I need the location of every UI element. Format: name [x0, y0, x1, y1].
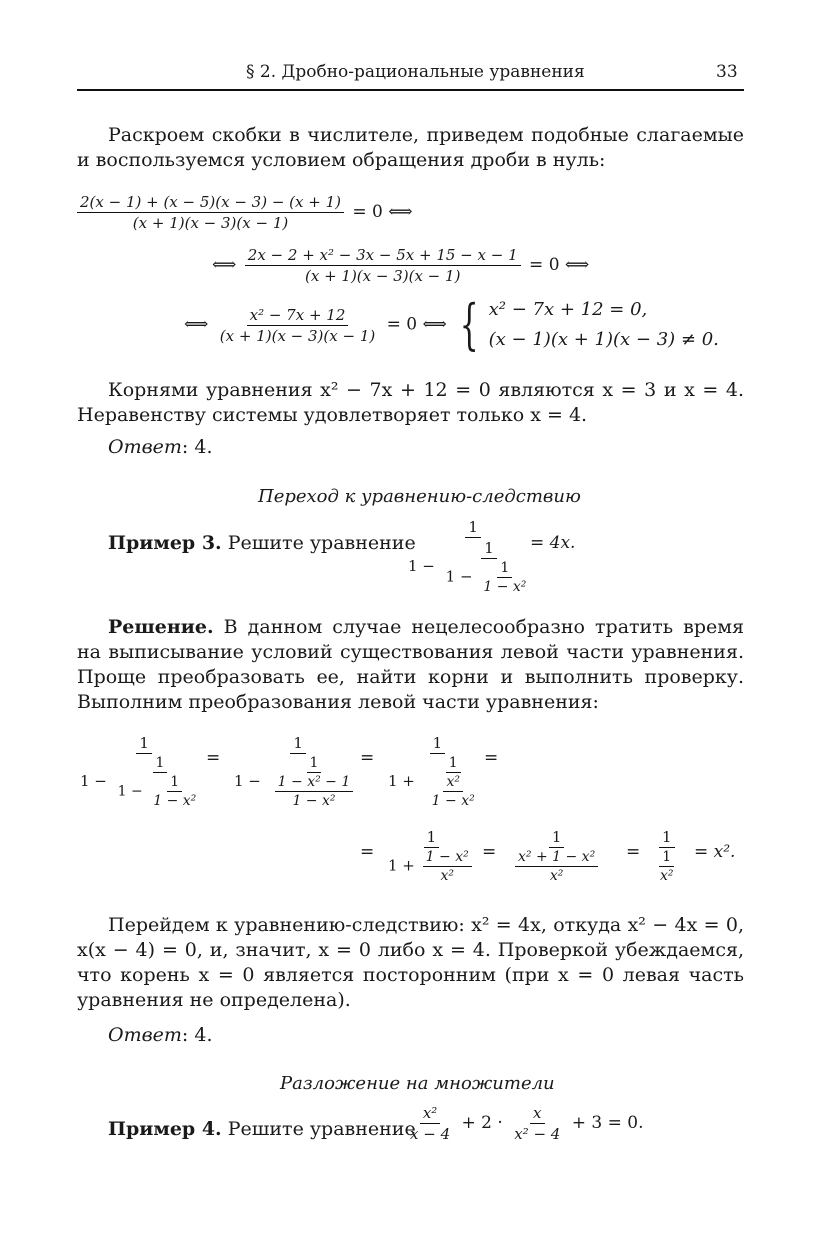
chain-term-4: 1 1 + $\frac{\text{1 − x²}}{\text{x²}}$: [382, 828, 481, 884]
equals-sign: =: [484, 748, 499, 768]
example-3-rhs: = 4x.: [530, 533, 576, 553]
section-title-factoring: Разложение на множители: [280, 1073, 555, 1094]
equals-sign: =: [360, 748, 375, 768]
page-number: 33: [716, 62, 738, 82]
section-title-consequence: Переход к уравнению-следствию: [258, 486, 581, 507]
chain-term-3: 1 1 + $\frac{1}{\frac{\text{x²}}{\text{1 − x²}}}$: [388, 734, 475, 809]
example-3-label: Пример 3. Решите уравнение: [108, 532, 416, 554]
equals-sign: =: [206, 748, 221, 768]
header-rule: [77, 89, 744, 91]
fraction: $\frac{1}{\text{1 − x²}}$: [483, 560, 527, 595]
chain-term-6: $\frac{1}{\frac{1}{\text{x²}}}$: [660, 828, 674, 884]
system-brace: {: [460, 293, 479, 356]
solution-paragraph: Решение. В данном случае нецелесообразно тратить время на выписывание условий существования левой части уравнения. Проще преобразовать ее, найти корни и выполнить проверку. Выполним преобразования левой части уравнения:: [77, 616, 744, 713]
fraction: $\frac{\text{2x − 2 + x² − 3x − 5x + 15 − x − 1}}{(x + 1)(x - 3)(x - 1)}$: [245, 246, 521, 285]
equation-system: { x² − 7x + 12 = 0, (x − 1)(x + 1)(x − 3) ≠ 0.: [460, 293, 719, 356]
equation-1: $\frac{2(x - 1) + (x - 5)(x - 3) - (x + 1)}{(x + 1)(x - 3)(x - 1)}$ = 0 ⟺: [74, 193, 413, 232]
chain-term-2: 1 1 − $\frac{1}{\frac{\text{1 − x² − 1}}{\text{1 − x²}}}$: [228, 734, 368, 809]
chain-final: = x².: [694, 842, 736, 862]
paragraph-roots: Корнями уравнения x² − 7x + 12 = 0 являются x = 3 и x = 4. Неравенству системы удовлетворяет только x = 4.: [77, 379, 744, 426]
fraction: $\frac{\text{x² − 7x + 12}}{(x + 1)(x - 3)(x - 1)}$: [219, 305, 376, 345]
equation-3: ⟺ $\frac{\text{x² − 7x + 12}}{(x + 1)(x - 3)(x - 1)}$ = 0 ⟺ { x² − 7x + 12 = 0, (x − 1)(x + 1)(x − 3) ≠ 0.: [184, 293, 719, 356]
paragraph-expand: Раскроем скобки в числителе, приведем подобные слагаемые и воспользуемся условием обращения дроби в нуль:: [77, 124, 744, 171]
answer-1: Ответ: 4.: [108, 436, 213, 458]
equation-2: ⟺ $\frac{\text{2x − 2 + x² − 3x − 5x + 15 − x − 1}}{(x + 1)(x - 3)(x - 1)}$ = 0 ⟺: [212, 246, 590, 285]
equals-sign: =: [626, 842, 641, 862]
fraction: 1 1 − $\frac{1}{\text{1 − x²}}$: [443, 539, 536, 595]
example-3-equation: [402, 518, 544, 595]
running-header-title: § 2. Дробно-рациональные уравнения: [246, 62, 585, 82]
chain-term-5: $\frac{1}{\frac{\text{x² + 1 − x²}}{\text{x²}}}$: [506, 828, 607, 884]
equals-sign: =: [482, 842, 497, 862]
chain-term-1: 1 1 − 1 1 − $\frac{1}{\text{1 − x²}}$: [80, 734, 197, 809]
equals-sign: =: [360, 842, 375, 862]
example-4-equation: $\frac{\text{x²}}{x - 4}$ + 2 · $\frac{x}{\text{x² − 4}}$ + 3 = 0.: [410, 1104, 644, 1143]
example-4-label: Пример 4. Решите уравнение: [108, 1118, 416, 1140]
paragraph-consequence: Перейдем к уравнению-следствию: x² = 4x, откуда x² − 4x = 0, x(x − 4) = 0, и, значит, x = 0 либо x = 4. Проверкой убеждаемся, что корень x = 0 является посторонним (при x = 0 левая часть уравнения не определена).: [77, 914, 744, 1011]
answer-2: Ответ: 4.: [108, 1024, 213, 1046]
fraction: 1 1 − 1 1 − $\frac{1}{\text{1 − x²}}$: [405, 518, 541, 595]
fraction: $\frac{2(x - 1) + (x - 5)(x - 3) - (x + 1)}{(x + 1)(x - 3)(x - 1)}$: [77, 193, 344, 232]
